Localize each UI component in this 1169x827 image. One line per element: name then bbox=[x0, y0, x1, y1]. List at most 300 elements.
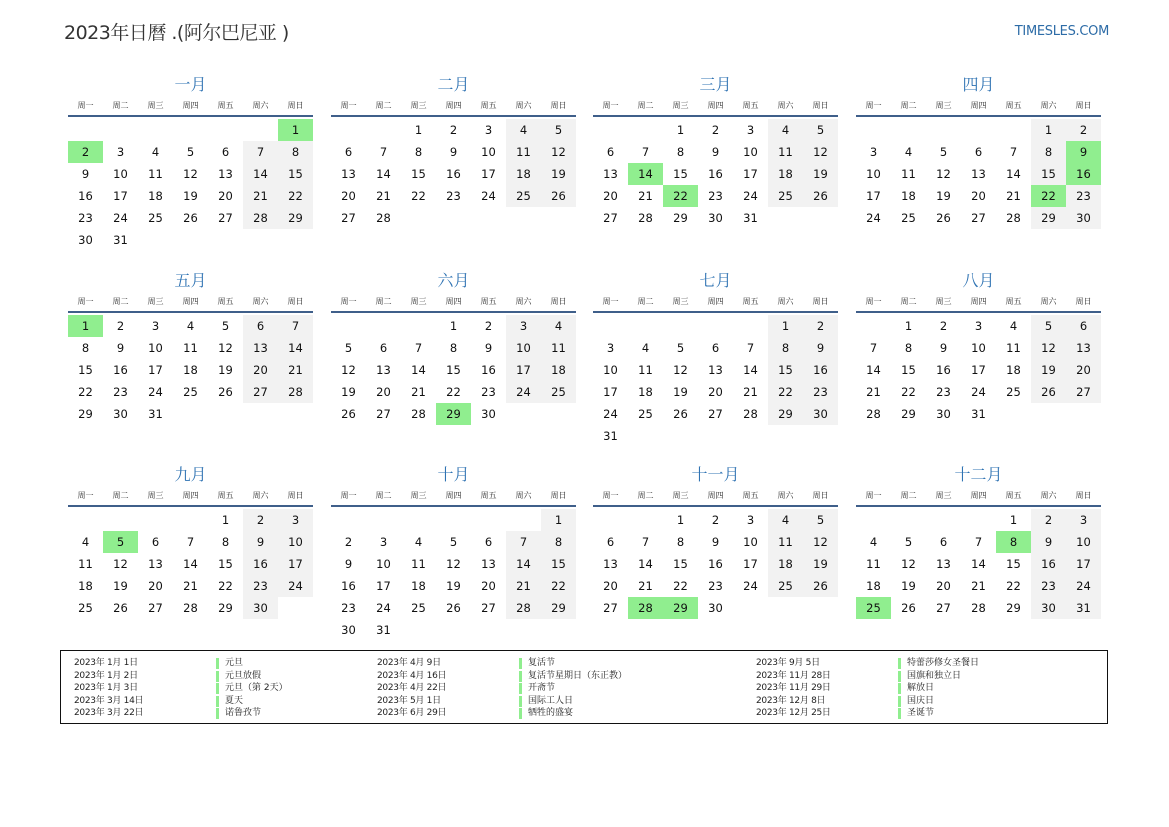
day-cell: 31 bbox=[743, 211, 758, 225]
weekday-label: 周二 bbox=[900, 100, 917, 110]
legend-color-swatch bbox=[898, 671, 901, 682]
legend-holiday-name: 牺牲的盛宴 bbox=[528, 708, 574, 718]
legend-item bbox=[74, 695, 288, 708]
day-cell: 31 bbox=[971, 407, 986, 421]
legend-holiday-name: 复活节星期日（东正教） bbox=[528, 670, 628, 681]
legend-color-swatch bbox=[898, 683, 901, 694]
legend-date: 2023年 5月 1日 bbox=[377, 695, 441, 706]
day-cell: 13 bbox=[603, 557, 618, 571]
day-cell: 30 bbox=[708, 211, 723, 225]
day-cell: 21 bbox=[278, 359, 313, 381]
month-calendar bbox=[68, 270, 313, 425]
empty-cell bbox=[628, 119, 663, 141]
weekday-label: 周三 bbox=[410, 100, 427, 110]
holiday-day-cell: 16 bbox=[1066, 163, 1101, 185]
day-cell: 7 bbox=[869, 341, 878, 355]
day-cell: 29 bbox=[1031, 207, 1066, 229]
day-cell: 29 bbox=[901, 407, 916, 421]
day-cell: 9 bbox=[711, 145, 720, 159]
day-cell: 14 bbox=[971, 557, 986, 571]
day-cell: 9 bbox=[484, 341, 493, 355]
day-cell: 8 bbox=[541, 531, 576, 553]
day-cell: 8 bbox=[81, 341, 90, 355]
day-cell: 12 bbox=[803, 141, 838, 163]
day-cell: 12 bbox=[803, 531, 838, 553]
day-cell: 21 bbox=[743, 385, 758, 399]
empty-cell bbox=[366, 315, 401, 337]
day-cell: 15 bbox=[218, 557, 233, 571]
day-cell: 26 bbox=[113, 601, 128, 615]
day-cell: 30 bbox=[1066, 207, 1101, 229]
empty-cell bbox=[208, 119, 243, 141]
day-cell: 4 bbox=[151, 145, 160, 159]
empty-cell bbox=[593, 315, 628, 337]
empty-cell bbox=[961, 119, 996, 141]
month-divider bbox=[331, 311, 576, 313]
empty-cell bbox=[891, 509, 926, 531]
day-cell: 8 bbox=[278, 141, 313, 163]
day-cell: 16 bbox=[708, 167, 723, 181]
day-cell: 31 bbox=[1066, 597, 1101, 619]
empty-cell bbox=[891, 119, 926, 141]
weekday-label: 周六 bbox=[252, 100, 269, 110]
legend-holiday-name: 元旦（第 2天） bbox=[225, 683, 288, 693]
month-calendar bbox=[593, 464, 838, 619]
legend-item bbox=[74, 670, 288, 683]
weekday-label: 周二 bbox=[900, 490, 917, 500]
day-cell: 18 bbox=[638, 385, 653, 399]
day-cell: 9 bbox=[939, 341, 948, 355]
day-cell: 11 bbox=[901, 167, 916, 181]
day-cell: 8 bbox=[676, 145, 685, 159]
day-cell: 13 bbox=[243, 337, 278, 359]
weekday-label: 周四 bbox=[707, 490, 724, 500]
day-cell: 5 bbox=[904, 535, 913, 549]
day-cell: 15 bbox=[411, 167, 426, 181]
day-cell: 10 bbox=[278, 531, 313, 553]
day-cell: 21 bbox=[243, 185, 278, 207]
day-cell: 7 bbox=[506, 531, 541, 553]
day-cell: 12 bbox=[218, 341, 233, 355]
day-cell: 9 bbox=[243, 531, 278, 553]
site-logo[interactable]: TIMESLES.COM bbox=[1014, 24, 1109, 39]
month-divider bbox=[68, 505, 313, 507]
day-cell: 20 bbox=[481, 579, 496, 593]
weekday-label: 周一 bbox=[865, 490, 882, 500]
day-cell: 18 bbox=[183, 363, 198, 377]
day-cell: 14 bbox=[866, 363, 881, 377]
empty-cell bbox=[733, 315, 768, 337]
day-cell: 28 bbox=[411, 407, 426, 421]
day-cell: 8 bbox=[414, 145, 423, 159]
month-divider bbox=[331, 115, 576, 117]
day-cell: 11 bbox=[78, 557, 93, 571]
legend-holiday-name: 国际工人日 bbox=[528, 695, 574, 706]
day-cell: 7 bbox=[243, 141, 278, 163]
day-cell: 5 bbox=[221, 319, 230, 333]
day-cell: 20 bbox=[243, 359, 278, 381]
holiday-day-cell: 22 bbox=[1031, 185, 1066, 207]
day-grid bbox=[68, 119, 313, 251]
weekday-header bbox=[856, 486, 1101, 504]
day-cell: 25 bbox=[411, 601, 426, 615]
day-cell: 10 bbox=[113, 167, 128, 181]
day-cell: 21 bbox=[411, 385, 426, 399]
empty-cell bbox=[331, 119, 366, 141]
empty-cell bbox=[628, 315, 663, 337]
weekday-label: 周日 bbox=[1075, 296, 1092, 306]
weekday-label: 周日 bbox=[287, 490, 304, 500]
weekday-label: 周五 bbox=[742, 296, 759, 306]
day-cell: 3 bbox=[484, 123, 493, 137]
legend-color-swatch bbox=[898, 658, 901, 669]
day-cell: 8 bbox=[449, 341, 458, 355]
day-cell: 23 bbox=[446, 189, 461, 203]
day-cell: 17 bbox=[481, 167, 496, 181]
day-cell: 3 bbox=[116, 145, 125, 159]
day-cell: 6 bbox=[974, 145, 983, 159]
day-cell: 24 bbox=[1066, 575, 1101, 597]
empty-cell bbox=[173, 119, 208, 141]
day-cell: 25 bbox=[1006, 385, 1021, 399]
day-cell: 12 bbox=[1031, 337, 1066, 359]
day-cell: 14 bbox=[278, 337, 313, 359]
holiday-day-cell: 5 bbox=[103, 531, 138, 553]
day-cell: 16 bbox=[936, 363, 951, 377]
day-cell: 23 bbox=[481, 385, 496, 399]
day-cell: 11 bbox=[768, 141, 803, 163]
empty-cell bbox=[103, 119, 138, 141]
day-cell: 16 bbox=[803, 359, 838, 381]
day-cell: 7 bbox=[278, 315, 313, 337]
month-divider bbox=[593, 115, 838, 117]
day-cell: 7 bbox=[974, 535, 983, 549]
day-cell: 22 bbox=[278, 185, 313, 207]
day-cell: 4 bbox=[506, 119, 541, 141]
holiday-day-cell: 28 bbox=[628, 597, 663, 619]
day-cell: 12 bbox=[901, 557, 916, 571]
empty-cell bbox=[961, 509, 996, 531]
weekday-label: 周六 bbox=[777, 100, 794, 110]
legend-item bbox=[756, 657, 979, 670]
day-cell: 20 bbox=[708, 385, 723, 399]
day-cell: 26 bbox=[901, 601, 916, 615]
holiday-day-cell: 14 bbox=[628, 163, 663, 185]
legend-color-swatch bbox=[519, 683, 522, 694]
day-cell: 13 bbox=[603, 167, 618, 181]
day-cell: 27 bbox=[708, 407, 723, 421]
day-cell: 26 bbox=[446, 601, 461, 615]
day-cell: 26 bbox=[541, 185, 576, 207]
legend-color-swatch bbox=[216, 683, 219, 694]
day-cell: 3 bbox=[746, 123, 755, 137]
legend-holiday-name: 圣诞节 bbox=[907, 708, 935, 718]
empty-cell bbox=[173, 509, 208, 531]
day-cell: 7 bbox=[746, 341, 755, 355]
day-cell: 17 bbox=[506, 359, 541, 381]
day-cell: 1 bbox=[1031, 119, 1066, 141]
day-cell: 28 bbox=[376, 211, 391, 225]
weekday-label: 周六 bbox=[1040, 490, 1057, 500]
weekday-label: 周六 bbox=[252, 490, 269, 500]
day-cell: 19 bbox=[341, 385, 356, 399]
day-cell: 5 bbox=[676, 341, 685, 355]
legend-holiday-name: 复活节 bbox=[528, 658, 556, 668]
day-cell: 9 bbox=[116, 341, 125, 355]
empty-cell bbox=[138, 119, 173, 141]
day-cell: 11 bbox=[506, 141, 541, 163]
weekday-label: 周三 bbox=[935, 100, 952, 110]
day-cell: 22 bbox=[673, 579, 688, 593]
legend-color-swatch bbox=[216, 658, 219, 669]
holiday-legend bbox=[60, 650, 1108, 724]
day-cell: 14 bbox=[243, 163, 278, 185]
day-cell: 19 bbox=[218, 363, 233, 377]
empty-cell bbox=[68, 509, 103, 531]
day-cell: 3 bbox=[746, 513, 755, 527]
legend-holiday-name: 夏天 bbox=[225, 695, 244, 706]
weekday-label: 周日 bbox=[550, 296, 567, 306]
day-cell: 4 bbox=[1009, 319, 1018, 333]
day-cell: 23 bbox=[803, 381, 838, 403]
month-calendar bbox=[331, 464, 576, 641]
month-title: 五月 bbox=[174, 271, 207, 290]
month-calendar bbox=[68, 74, 313, 251]
day-cell: 1 bbox=[414, 123, 423, 137]
weekday-header bbox=[593, 292, 838, 310]
day-cell: 28 bbox=[1006, 211, 1021, 225]
day-cell: 1 bbox=[221, 513, 230, 527]
day-cell: 20 bbox=[341, 189, 356, 203]
weekday-label: 周四 bbox=[707, 100, 724, 110]
day-cell: 30 bbox=[341, 623, 356, 637]
weekday-label: 周二 bbox=[637, 490, 654, 500]
day-cell: 20 bbox=[376, 385, 391, 399]
day-cell: 9 bbox=[449, 145, 458, 159]
page-title: 2023年日曆 .(阿尔巴尼亚 ) bbox=[64, 22, 289, 44]
day-cell: 9 bbox=[81, 167, 90, 181]
day-cell: 24 bbox=[278, 575, 313, 597]
day-grid bbox=[856, 509, 1101, 619]
weekday-label: 周四 bbox=[707, 296, 724, 306]
weekday-label: 周日 bbox=[287, 100, 304, 110]
day-cell: 4 bbox=[869, 535, 878, 549]
day-cell: 27 bbox=[218, 211, 233, 225]
day-cell: 10 bbox=[376, 557, 391, 571]
weekday-label: 周六 bbox=[777, 296, 794, 306]
empty-cell bbox=[103, 509, 138, 531]
day-cell: 22 bbox=[411, 189, 426, 203]
legend-column bbox=[756, 657, 979, 720]
weekday-label: 周四 bbox=[445, 100, 462, 110]
month-title: 十二月 bbox=[954, 465, 1003, 484]
day-cell: 18 bbox=[78, 579, 93, 593]
day-cell: 9 bbox=[803, 337, 838, 359]
day-grid bbox=[856, 119, 1101, 229]
day-cell: 29 bbox=[78, 407, 93, 421]
day-cell: 1 bbox=[1009, 513, 1018, 527]
day-cell: 29 bbox=[541, 597, 576, 619]
weekday-header bbox=[856, 292, 1101, 310]
day-cell: 4 bbox=[414, 535, 423, 549]
day-cell: 12 bbox=[541, 141, 576, 163]
day-cell: 26 bbox=[341, 407, 356, 421]
day-cell: 23 bbox=[708, 189, 723, 203]
day-cell: 2 bbox=[803, 315, 838, 337]
month-title: 四月 bbox=[962, 75, 995, 94]
empty-cell bbox=[996, 119, 1031, 141]
month-divider bbox=[856, 505, 1101, 507]
day-cell: 21 bbox=[1006, 189, 1021, 203]
month-title: 八月 bbox=[962, 271, 995, 290]
empty-cell bbox=[138, 509, 173, 531]
day-cell: 14 bbox=[506, 553, 541, 575]
weekday-label: 周二 bbox=[375, 100, 392, 110]
day-cell: 19 bbox=[936, 189, 951, 203]
day-cell: 23 bbox=[1066, 185, 1101, 207]
day-cell: 11 bbox=[148, 167, 163, 181]
day-cell: 16 bbox=[1031, 553, 1066, 575]
day-cell: 25 bbox=[148, 211, 163, 225]
day-cell: 25 bbox=[541, 381, 576, 403]
day-cell: 10 bbox=[506, 337, 541, 359]
legend-item bbox=[377, 682, 627, 695]
day-cell: 30 bbox=[708, 601, 723, 615]
day-cell: 23 bbox=[113, 385, 128, 399]
day-cell: 19 bbox=[183, 189, 198, 203]
day-cell: 18 bbox=[506, 163, 541, 185]
day-cell: 6 bbox=[243, 315, 278, 337]
day-cell: 15 bbox=[278, 163, 313, 185]
empty-cell bbox=[331, 509, 366, 531]
day-cell: 12 bbox=[113, 557, 128, 571]
month-calendar bbox=[68, 464, 313, 619]
day-cell: 30 bbox=[936, 407, 951, 421]
weekday-label: 周日 bbox=[1075, 490, 1092, 500]
day-cell: 21 bbox=[183, 579, 198, 593]
day-cell: 24 bbox=[506, 381, 541, 403]
day-cell: 15 bbox=[1006, 557, 1021, 571]
month-calendar bbox=[856, 270, 1101, 425]
legend-date: 2023年 4月 16日 bbox=[377, 670, 447, 681]
empty-cell bbox=[243, 119, 278, 141]
day-cell: 20 bbox=[936, 579, 951, 593]
day-cell: 27 bbox=[376, 407, 391, 421]
weekday-label: 周三 bbox=[147, 296, 164, 306]
legend-color-swatch bbox=[216, 671, 219, 682]
day-cell: 1 bbox=[768, 315, 803, 337]
month-divider bbox=[593, 505, 838, 507]
weekday-label: 周四 bbox=[445, 296, 462, 306]
weekday-label: 周三 bbox=[147, 490, 164, 500]
day-cell: 6 bbox=[484, 535, 493, 549]
legend-color-swatch bbox=[216, 696, 219, 707]
day-cell: 30 bbox=[803, 403, 838, 425]
day-cell: 30 bbox=[78, 233, 93, 247]
day-cell: 7 bbox=[186, 535, 195, 549]
day-cell: 15 bbox=[1031, 163, 1066, 185]
holiday-day-cell: 2 bbox=[68, 141, 103, 163]
day-cell: 1 bbox=[541, 509, 576, 531]
day-cell: 25 bbox=[901, 211, 916, 225]
weekday-label: 周一 bbox=[602, 490, 619, 500]
weekday-label: 周六 bbox=[1040, 100, 1057, 110]
day-cell: 29 bbox=[218, 601, 233, 615]
month-calendar bbox=[331, 270, 576, 425]
empty-cell bbox=[856, 119, 891, 141]
weekday-label: 周六 bbox=[515, 296, 532, 306]
day-cell: 27 bbox=[481, 601, 496, 615]
day-cell: 29 bbox=[673, 211, 688, 225]
empty-cell bbox=[68, 119, 103, 141]
day-cell: 8 bbox=[1031, 141, 1066, 163]
day-cell: 27 bbox=[603, 211, 618, 225]
empty-cell bbox=[698, 315, 733, 337]
weekday-label: 周六 bbox=[252, 296, 269, 306]
weekday-label: 周一 bbox=[865, 296, 882, 306]
day-cell: 6 bbox=[711, 341, 720, 355]
day-cell: 5 bbox=[1031, 315, 1066, 337]
day-cell: 28 bbox=[243, 207, 278, 229]
day-cell: 27 bbox=[971, 211, 986, 225]
day-cell: 10 bbox=[743, 145, 758, 159]
day-cell: 18 bbox=[541, 359, 576, 381]
day-cell: 8 bbox=[768, 337, 803, 359]
weekday-label: 周三 bbox=[410, 490, 427, 500]
day-cell: 27 bbox=[148, 601, 163, 615]
day-cell: 13 bbox=[971, 167, 986, 181]
day-cell: 25 bbox=[768, 575, 803, 597]
legend-item bbox=[756, 707, 979, 720]
day-cell: 13 bbox=[341, 167, 356, 181]
day-cell: 14 bbox=[183, 557, 198, 571]
day-cell: 5 bbox=[803, 119, 838, 141]
empty-cell bbox=[856, 315, 891, 337]
weekday-label: 周一 bbox=[340, 100, 357, 110]
day-cell: 3 bbox=[379, 535, 388, 549]
month-divider bbox=[856, 311, 1101, 313]
day-cell: 3 bbox=[278, 509, 313, 531]
day-cell: 16 bbox=[708, 557, 723, 571]
weekday-label: 周三 bbox=[410, 296, 427, 306]
day-cell: 3 bbox=[1066, 509, 1101, 531]
day-cell: 27 bbox=[341, 211, 356, 225]
day-cell: 14 bbox=[376, 167, 391, 181]
weekday-label: 周一 bbox=[77, 490, 94, 500]
empty-cell bbox=[401, 509, 436, 531]
day-cell: 7 bbox=[641, 145, 650, 159]
day-cell: 3 bbox=[606, 341, 615, 355]
empty-cell bbox=[593, 509, 628, 531]
day-cell: 10 bbox=[971, 341, 986, 355]
day-cell: 30 bbox=[243, 597, 278, 619]
day-cell: 18 bbox=[1006, 363, 1021, 377]
empty-cell bbox=[366, 509, 401, 531]
month-calendar bbox=[856, 74, 1101, 229]
month-calendar bbox=[593, 74, 838, 229]
month-title: 十一月 bbox=[691, 465, 740, 484]
day-cell: 21 bbox=[506, 575, 541, 597]
day-cell: 20 bbox=[1066, 359, 1101, 381]
day-cell: 28 bbox=[971, 601, 986, 615]
month-divider bbox=[68, 311, 313, 313]
day-cell: 17 bbox=[743, 167, 758, 181]
day-cell: 24 bbox=[376, 601, 391, 615]
day-cell: 16 bbox=[243, 553, 278, 575]
day-cell: 30 bbox=[113, 407, 128, 421]
day-cell: 26 bbox=[673, 407, 688, 421]
empty-cell bbox=[436, 509, 471, 531]
